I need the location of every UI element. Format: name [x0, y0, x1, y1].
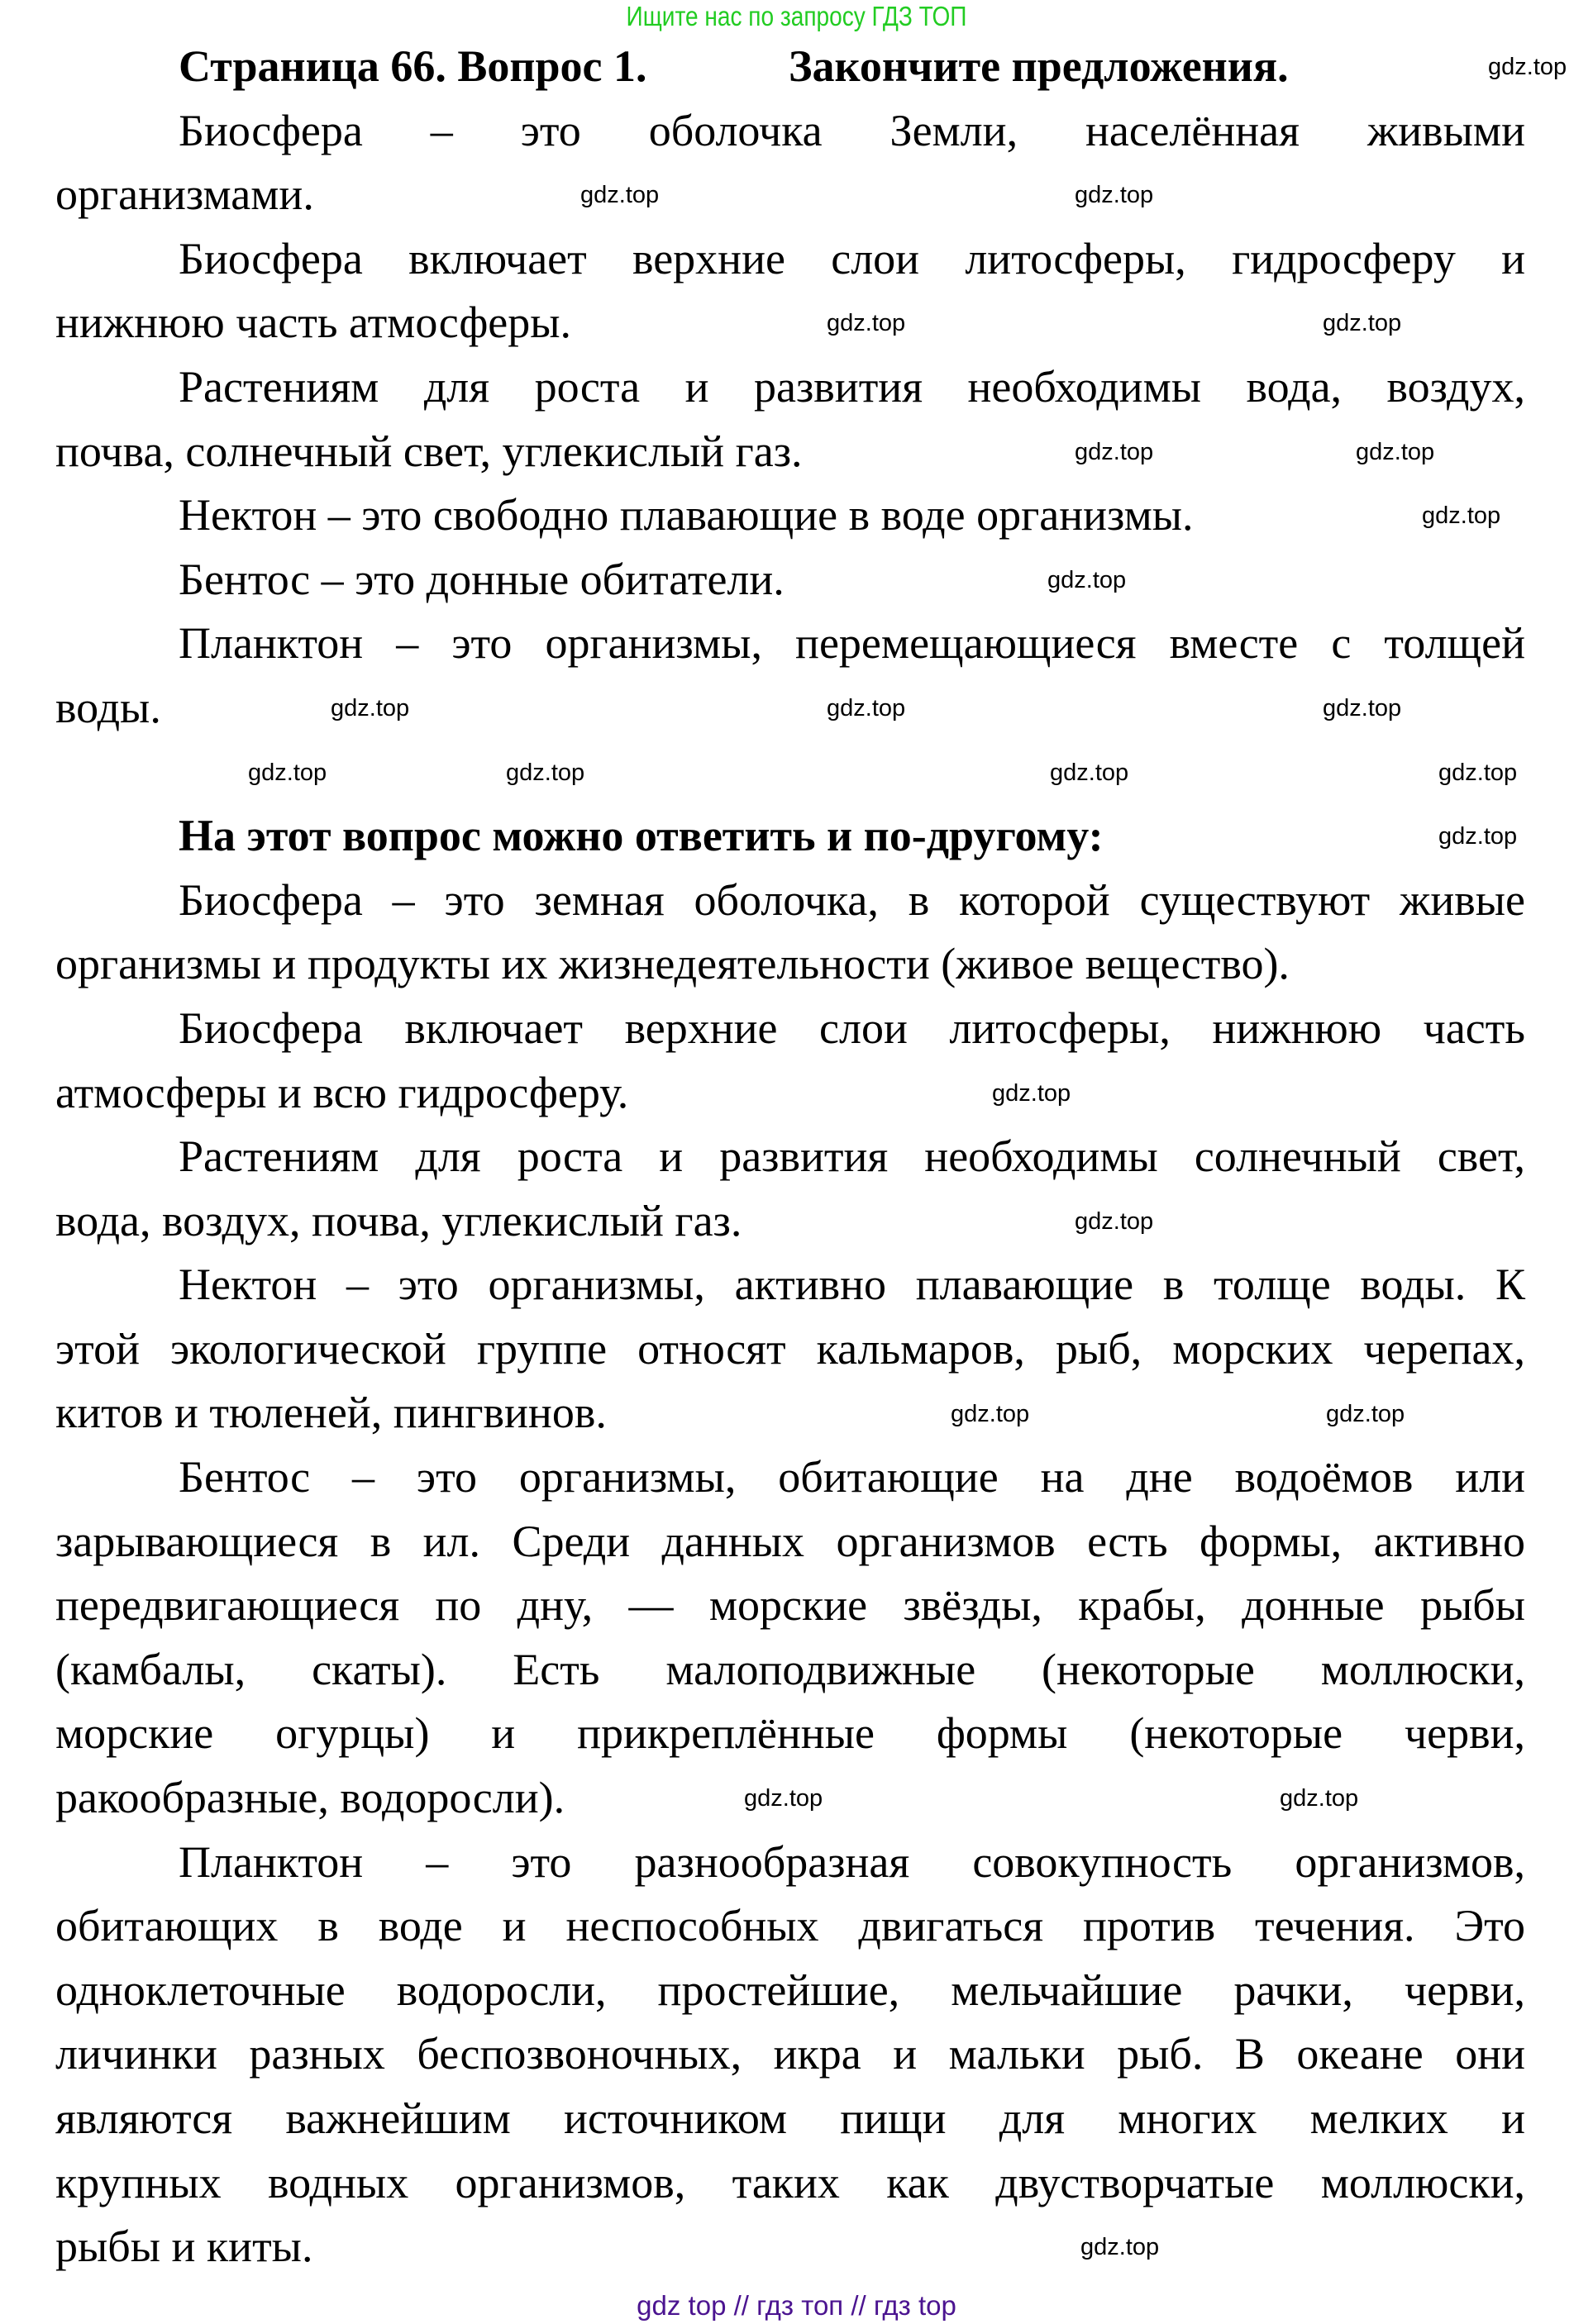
watermark: gdz.top	[1075, 438, 1154, 465]
answer-section-2	[55, 869, 1525, 2279]
paragraph	[55, 99, 1525, 227]
text-line: этой экологической группе относят кальмаров, рыб, морских черепах,	[55, 1323, 1525, 1374]
text-line: крупных водных организмов, таких как двустворчатые моллюски,	[55, 2157, 1525, 2207]
text-line: Нектон – это свободно плавающие в воде организмы.	[179, 490, 1194, 541]
text-line: вода, воздух, почва, углекислый газ.	[55, 1195, 742, 1245]
text-line: организмами.	[55, 169, 314, 220]
page-title	[55, 35, 1525, 99]
watermark: gdz.top	[580, 182, 660, 209]
paragraph	[55, 548, 1525, 612]
watermark: gdz.top	[1075, 1207, 1154, 1235]
text-line: (камбалы, скаты). Есть малоподвижные (некоторые моллюски,	[55, 1644, 1525, 1694]
text-line: организмы и продукты их жизнедеятельности (живое вещество).	[55, 939, 1290, 989]
paragraph	[55, 612, 1525, 740]
page-question-label: Страница 66. Вопрос 1.	[179, 41, 647, 91]
paragraph	[55, 1445, 1525, 1831]
watermark: gdz.top	[1280, 1785, 1359, 1812]
watermark: gdz.top	[1323, 310, 1402, 337]
text-line: морские огурцы) и прикреплённые формы (некоторые черви,	[55, 1708, 1525, 1759]
watermark: gdz.top	[951, 1400, 1030, 1427]
text-line: обитающих в воде и неспособных двигаться против течения. Это	[55, 1901, 1525, 1951]
text-line: Бентос – это организмы, обитающие на дне водоёмов или	[179, 1452, 1525, 1503]
watermark: gdz.top	[1326, 1400, 1405, 1427]
text-line: Растениям для роста и развития необходимы солнечный свет,	[179, 1131, 1525, 1182]
watermark: gdz.top	[1438, 823, 1518, 850]
watermark: gdz.top	[1488, 54, 1567, 80]
text-line: личинки разных беспозвоночных, икра и мальки рыб. В океане они	[55, 2029, 1525, 2079]
text-line: Биосфера – это земная оболочка, в которой существуют живые	[179, 874, 1525, 925]
text-line: почва, солнечный свет, углекислый газ.	[55, 426, 803, 476]
paragraph	[55, 997, 1525, 1125]
text-line: Биосфера включает верхние слои литосферы, гидросферу и	[179, 233, 1525, 283]
watermark: gdz.top	[248, 759, 327, 786]
watermark: gdz.top	[1075, 182, 1154, 209]
watermark: gdz.top	[1438, 759, 1518, 786]
alt-answer-heading: На этот вопрос можно ответить и по-другому:	[179, 811, 1104, 861]
paragraph	[55, 227, 1525, 355]
text-line: Нектон – это организмы, активно плавающие в толще воды. К	[179, 1260, 1525, 1310]
paragraph	[55, 869, 1525, 997]
text-line: Биосфера – это оболочка Земли, населённая живыми	[179, 105, 1525, 155]
paragraph	[55, 1831, 1525, 2279]
text-line: китов и тюленей, пингвинов.	[55, 1388, 607, 1438]
watermark: gdz.top	[744, 1785, 823, 1812]
text-line: Планктон – это разнообразная совокупность организмов,	[179, 1836, 1525, 1887]
text-line: Бентос – это донные обитатели.	[179, 554, 785, 604]
text-line: одноклеточные водоросли, простейшие, мельчайшие рачки, черви,	[55, 1964, 1525, 2015]
watermark: gdz.top	[506, 759, 585, 786]
watermark: gdz.top	[992, 1079, 1071, 1107]
text-line: рыбы и киты.	[55, 2222, 313, 2272]
task-title: Закончите предложения.	[789, 41, 1289, 91]
text-line: передвигающиеся по дну, — морские звёзды, крабы, донные рыбы	[55, 1580, 1525, 1631]
text-line: нижнюю часть атмосферы.	[55, 298, 572, 348]
paragraph	[55, 1253, 1525, 1445]
answer-section-1	[55, 99, 1525, 741]
text-line: зарывающиеся в ил. Среди данных организмов есть формы, активно	[55, 1516, 1525, 1566]
watermark: gdz.top	[1047, 566, 1127, 593]
text-line: Биосфера включает верхние слои литосферы, нижнюю часть	[179, 1002, 1525, 1053]
watermark: gdz.top	[1422, 502, 1501, 530]
document-body	[55, 35, 1525, 2279]
paragraph	[55, 1125, 1525, 1253]
watermark: gdz.top	[827, 695, 906, 721]
text-line: являются важнейшим источником пищи для многих мелких и	[55, 2093, 1525, 2143]
watermark: gdz.top	[827, 310, 906, 337]
watermark: gdz.top	[1080, 2234, 1160, 2261]
text-line: атмосферы и всю гидросферу.	[55, 1067, 629, 1117]
paragraph	[55, 483, 1525, 548]
text-line: воды.	[55, 682, 161, 732]
search-banner[interactable]: Ищите нас по запросу ГДЗ ТОП	[626, 1, 967, 31]
text-line: ракообразные, водоросли).	[55, 1773, 565, 1823]
paragraph	[55, 355, 1525, 483]
watermark: gdz.top	[1356, 438, 1435, 465]
footer-links[interactable]: gdz top // гдз топ // гдз top	[637, 2290, 956, 2321]
watermark: gdz.top	[331, 695, 410, 721]
watermark: gdz.top	[1050, 759, 1129, 786]
text-line: Растениям для роста и развития необходимы вода, воздух,	[179, 361, 1525, 412]
watermark: gdz.top	[1323, 695, 1402, 721]
text-line: Планктон – это организмы, перемещающиеся вместе с толщей	[179, 618, 1525, 669]
